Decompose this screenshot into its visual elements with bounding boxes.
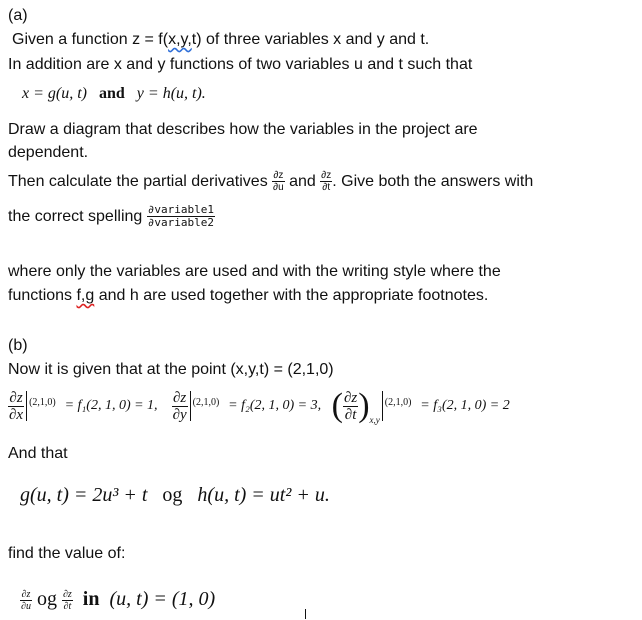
text: . Give both the answers with [332, 173, 534, 190]
in-text: in [82, 588, 100, 610]
text: Then calculate the partial derivatives [8, 173, 268, 190]
right-paren: ) [358, 387, 370, 424]
text: functions [8, 287, 77, 304]
part-a-line-8 [8, 286, 488, 306]
denominator: ∂x [9, 406, 24, 423]
denominator: ∂t [63, 600, 72, 612]
evaluation-bar [190, 391, 220, 421]
part-a-line-1 [12, 30, 429, 50]
numerator: ∂z [273, 170, 284, 182]
og-text: og [36, 588, 57, 610]
left-paren: ( [331, 387, 343, 424]
denominator: ∂t [322, 182, 331, 194]
part-a-line-7: where only the variables are used and with the writing style where the [8, 263, 501, 280]
part-b-and-that: And that [8, 445, 68, 462]
numerator: ∂z [172, 389, 187, 406]
text: and [289, 173, 316, 190]
text: and h are used together with the appropriate footnotes. [94, 287, 489, 304]
part-a-line-6 [8, 200, 215, 234]
numerator: ∂z [343, 389, 358, 406]
numerator: ∂z [21, 588, 31, 600]
equation-and: and [99, 85, 125, 102]
numerator: ∂z [9, 389, 23, 406]
denominator: ∂variable2 [147, 216, 214, 230]
subscript-xy: x,y [369, 415, 380, 426]
evaluation-bar [382, 391, 412, 421]
denominator: ∂u [21, 600, 31, 612]
part-a-label: (a) [8, 7, 28, 24]
part-b-find: find the value of: [8, 545, 126, 562]
numerator: ∂variable1 [147, 203, 214, 217]
evaluation-point: (2,1,0) [29, 397, 56, 408]
fraction-dz-dx [8, 390, 24, 423]
value-ft: = f₃(2, 1, 0) = 2 [420, 398, 510, 414]
equation-og: og [162, 484, 183, 506]
partial-values-equation [8, 386, 510, 440]
denominator: ∂t [344, 406, 357, 423]
fraction-dz-dt [320, 170, 332, 193]
value-fx: = f₁(2, 1, 0) = 1, [64, 398, 158, 414]
fraction-dz-du [272, 170, 285, 193]
fraction-dz-du [20, 589, 32, 612]
part-a-line-3: Draw a diagram that describes how the variables in the project are [8, 121, 478, 138]
part-a-line-5 [8, 167, 533, 197]
numerator: ∂z [62, 588, 72, 600]
equation-g: g(u, t) = 2u³ + t [20, 484, 148, 506]
spellcheck-underlined-text: x,y, [168, 31, 192, 48]
fraction-dz-dt [343, 390, 358, 423]
text-cursor [305, 609, 306, 619]
equation-h: h(u, t) = ut² + u. [197, 484, 330, 506]
evaluation-point: (2,1,0) [384, 397, 412, 408]
equation-x: x = g(u, t) [22, 85, 87, 102]
part-a-line-2: In addition are x and y functions of two variables u and t such that [8, 56, 473, 73]
part-b-label: (b) [8, 337, 28, 354]
evaluation-bar [26, 391, 56, 421]
denominator: ∂u [273, 182, 284, 194]
fraction-dz-dy [172, 390, 188, 423]
target-point: (u, t) = (1, 0) [109, 588, 216, 610]
value-fy: = f₂(2, 1, 0) = 3, [228, 398, 322, 414]
spellcheck-underlined-text: f,g [76, 287, 95, 304]
part-a-line-4: dependent. [8, 144, 89, 161]
fraction-dz-dt [62, 589, 73, 612]
denominator: ∂y [172, 406, 187, 423]
equation-y: y = h(u, t). [136, 85, 206, 102]
functions-equation [20, 482, 330, 508]
numerator: ∂z [321, 170, 332, 182]
evaluation-point: (2,1,0) [192, 397, 220, 408]
text: t) of three variables x and y and t. [191, 31, 430, 48]
part-b-line-1: Now it is given that at the point (x,y,t) = (2,1,0) [8, 361, 334, 378]
text: the correct spelling [8, 208, 143, 225]
text: Given a function z = f( [12, 31, 169, 48]
target-expression [20, 584, 215, 614]
definition-equations [22, 84, 206, 104]
fraction-dvariable [147, 204, 215, 229]
